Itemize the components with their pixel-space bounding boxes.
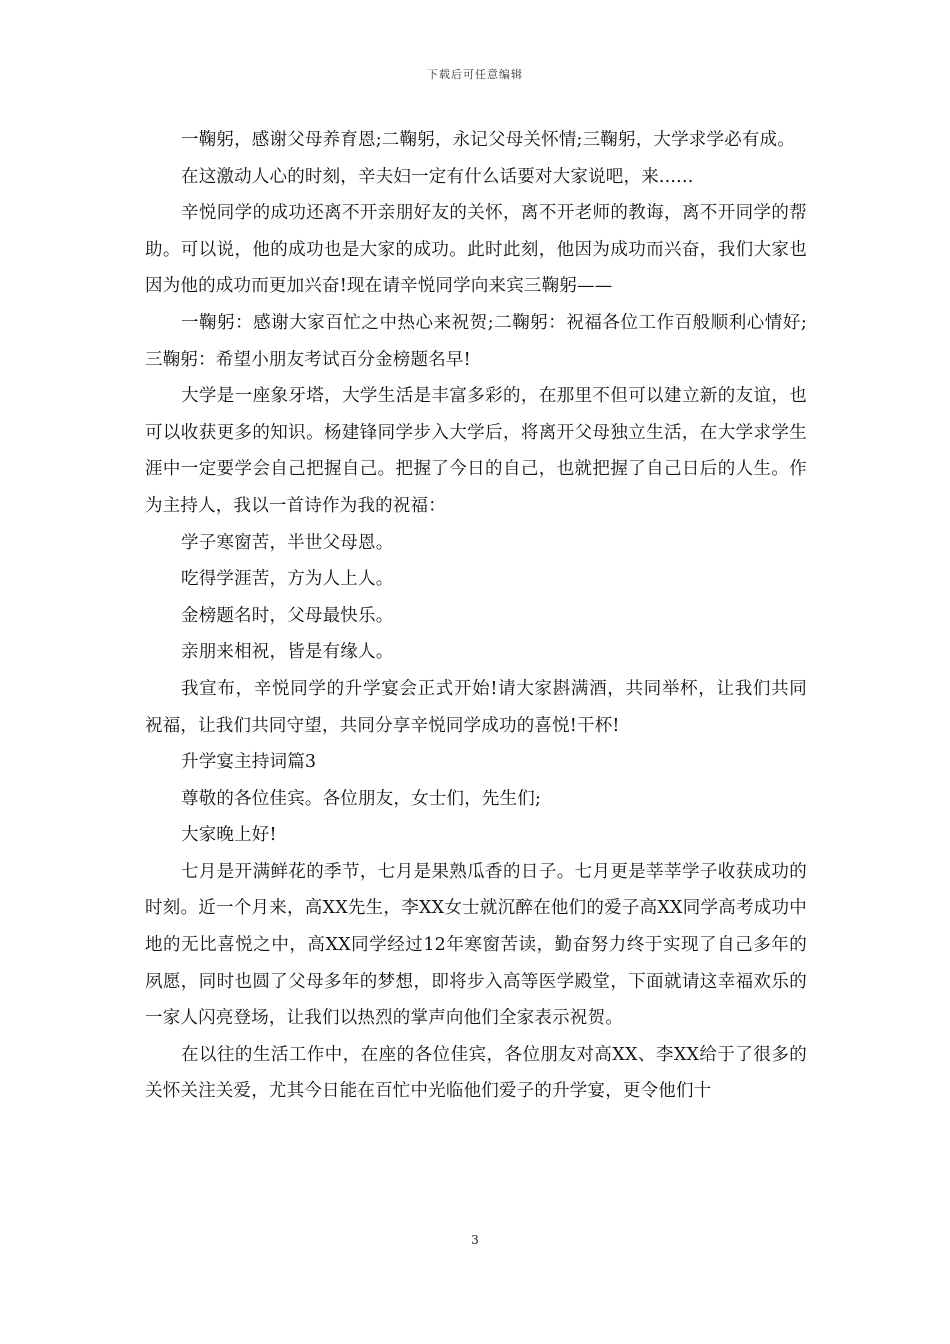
page-header: 下载后可任意编辑: [427, 68, 523, 81]
poem-line: 学子寒窗苦，半世父母恩。: [181, 532, 394, 553]
document-body: [145, 122, 807, 1110]
paragraph: 我宣布，辛悦同学的升学宴会正式开始!请大家斟满酒，共同举杯，让我们共同祝福，让我们共同守望，共同分享辛悦同学成功的喜悦!干杯!: [145, 678, 807, 736]
poem-line: 金榜题名时，父母最快乐。: [181, 605, 394, 626]
paragraph: 在这激动人心的时刻，辛夫妇一定有什么话要对大家说吧，来......: [181, 166, 694, 187]
paragraph: 在以往的生活工作中，在座的各位佳宾，各位朋友对高XX、李XX给于了很多的关怀关注关爱，尤其今日能在百忙中光临他们爱子的升学宴，更令他们十: [145, 1044, 807, 1102]
section-title: 升学宴主持词篇3: [181, 752, 317, 773]
paragraph: 一鞠躬，感谢父母养育恩;二鞠躬，永记父母关怀情;三鞠躬，大学求学必有成。: [181, 130, 795, 150]
poem-line: 吃得学涯苦，方为人上人。: [181, 569, 394, 590]
page-number: 3: [471, 1233, 479, 1247]
paragraph: 辛悦同学的成功还离不开亲朋好友的关怀，离不开老师的教诲，离不开同学的帮助。可以说，他的成功也是大家的成功。此时此刻，他因为成功而兴奋，我们大家也因为他的成功而更加兴奋!现在请辛悦同学向来宾三鞠躬——: [145, 203, 807, 297]
greeting-line: 大家晚上好!: [181, 825, 277, 846]
paragraph: 七月是开满鲜花的季节，七月是果熟瓜香的日子。七月更是莘莘学子收获成功的时刻。近一个月来，高XX先生，李XX女士就沉醉在他们的爱子高XX同学高考成功中地的无比喜悦之中，高XX同学经过12年寒窗苦读，勤奋努力终于实现了自己多年的夙愿，同时也圆了父母多年的梦想，即将步入高等医学殿堂，下面就请这幸福欢乐的一家人闪亮登场，让我们以热烈的掌声向他们全家表示祝贺。: [145, 861, 807, 1029]
paragraph: 大学是一座象牙塔，大学生活是丰富多彩的，在那里不但可以建立新的友谊，也可以收获更多的知识。杨建锋同学步入大学后，将离开父母独立生活，在大学求学生涯中一定要学会自己把握自己。把握了今日的自己，也就把握了自己日后的人生。作为主持人，我以一首诗作为我的祝福：: [145, 386, 807, 516]
greeting-line: 尊敬的各位佳宾。各位朋友，女士们，先生们;: [181, 788, 542, 809]
paragraph: 一鞠躬：感谢大家百忙之中热心来祝贺;二鞠躬：祝福各位工作百般顺利心情好;三鞠躬：希望小朋友考试百分金榜题名早!: [145, 312, 807, 370]
poem-line: 亲朋来相祝，皆是有缘人。: [181, 642, 394, 663]
